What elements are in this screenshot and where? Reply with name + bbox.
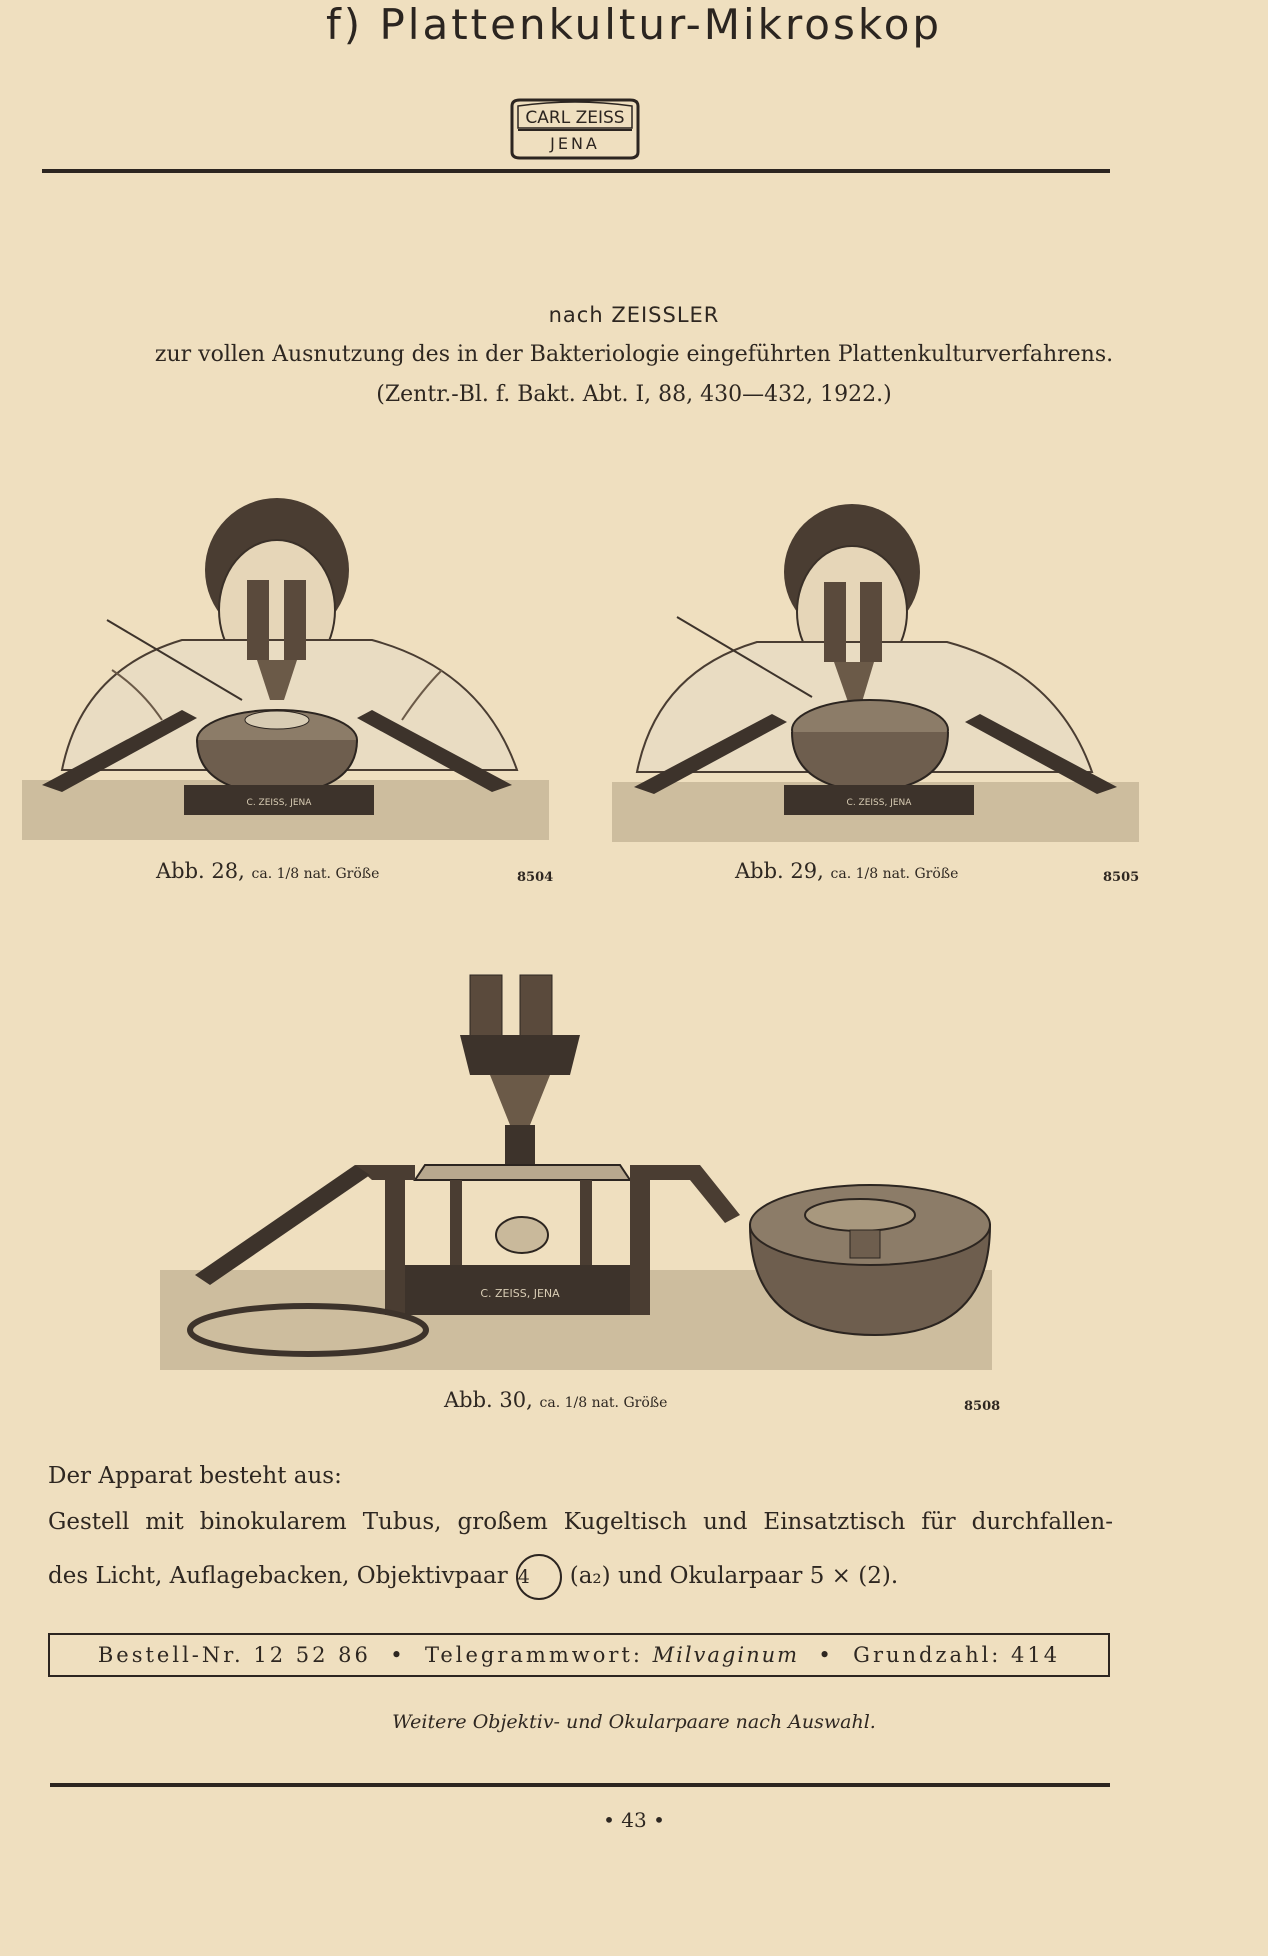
figure-30-imprint: C. ZEISS, JENA (480, 1287, 560, 1300)
figure-29-image (612, 452, 1139, 842)
description-lead: Der Apparat besteht aus: (48, 1463, 342, 1489)
order-separator-2: • (818, 1643, 834, 1667)
figure-28-imprint: C. ZEISS, JENA (246, 798, 312, 808)
header-rule (42, 169, 1110, 173)
figure-30-scale: ca. 1/8 nat. Größe (539, 1395, 668, 1411)
purpose-line: zur vollen Ausnutzung des in der Bakteriologie eingeführten Plattenkulturverfahrens. (154, 342, 1114, 367)
footer-rule (50, 1783, 1110, 1787)
figure-28-scale: ca. 1/8 nat. Größe (251, 866, 380, 882)
figure-29-imprint: C. ZEISS, JENA (846, 798, 912, 808)
objective-number-circle: 4 (516, 1554, 562, 1600)
figure-30-label: Abb. 30, (444, 1388, 533, 1412)
logo-text-bottom: JENA (550, 134, 600, 153)
figure-28-caption (156, 859, 379, 883)
figure-28-plate: 8504 (517, 870, 554, 885)
figure-29-plate: 8505 (1103, 870, 1140, 885)
page-number: • 43 • (603, 1808, 665, 1832)
page-title: f) Plattenkultur-Mikroskop (325, 0, 943, 49)
telegram-label: Telegrammwort: (424, 1643, 643, 1667)
description-line-1: Gestell mit binokularem Tubus, großem Kugeltisch und Einsatztisch für durchfallen- (48, 1509, 1113, 1535)
description-line-2 (48, 1554, 1113, 1600)
description-line-2-end: (a₂) und Okularpaar 5 × (2). (569, 1563, 899, 1589)
order-info-box (48, 1633, 1110, 1677)
author-line: nach ZEISSLER (548, 303, 720, 327)
order-separator-1: • (390, 1643, 406, 1667)
footnote: Weitere Objektiv- und Okularpaare nach Auswahl. (392, 1711, 876, 1733)
carl-zeiss-logo (508, 96, 642, 162)
reference-line: (Zentr.-Bl. f. Bakt. Abt. I, 88, 430—432, 1922.) (376, 382, 892, 407)
description-line-2-start: des Licht, Auflagebacken, Objektivpaar (48, 1563, 508, 1589)
figure-30-plate: 8508 (964, 1399, 1001, 1414)
figure-29-scale: ca. 1/8 nat. Größe (830, 866, 959, 882)
telegram-word: Milvaginum (652, 1643, 800, 1667)
figure-30-image (160, 965, 992, 1370)
figure-28-image (22, 440, 549, 840)
figure-30-caption (444, 1388, 667, 1412)
figure-29-label: Abb. 29, (735, 859, 824, 883)
logo-text-top: CARL ZEISS (525, 108, 625, 128)
order-number: Bestell-Nr. 12 52 86 (97, 1643, 371, 1667)
figure-29-caption (735, 859, 958, 883)
figure-28-label: Abb. 28, (156, 859, 245, 883)
base-number: Grundzahl: 414 (853, 1643, 1061, 1667)
